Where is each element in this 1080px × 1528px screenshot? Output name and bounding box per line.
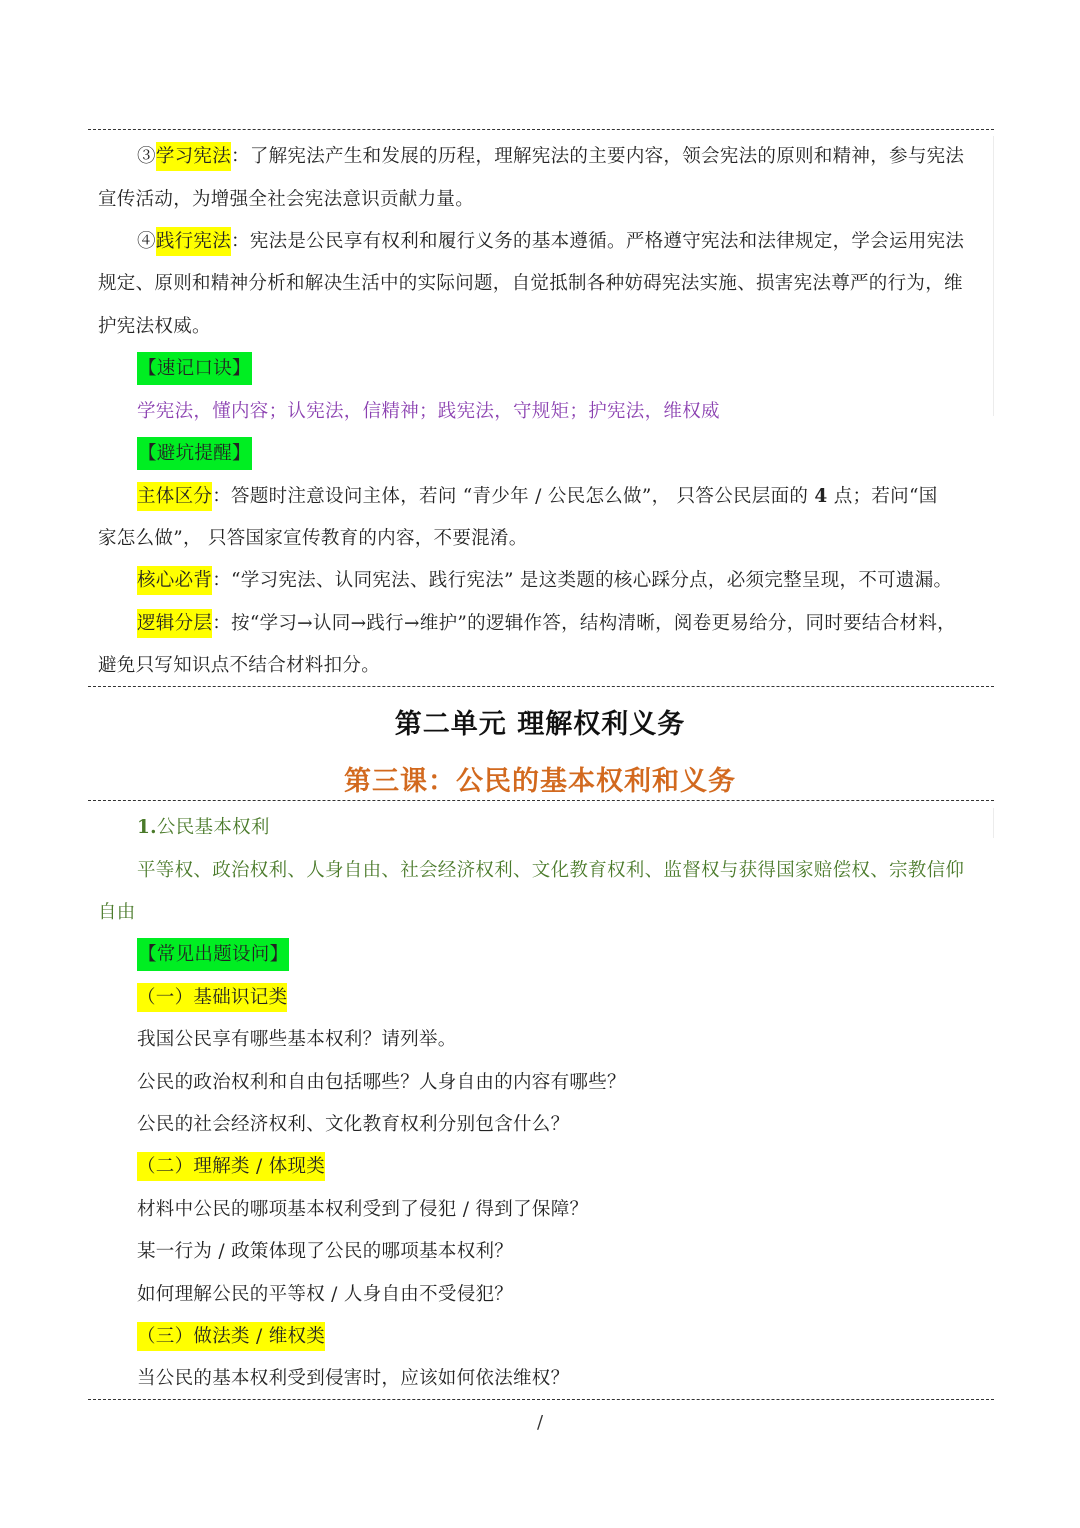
unit-title: 第二单元 理解权利义务 xyxy=(394,709,686,740)
question-item: 公民的社会经济权利、文化教育权利分别包含什么？ xyxy=(137,1114,570,1135)
divider-before-unit xyxy=(88,686,994,687)
question-item: 如何理解公民的平等权 / 人身自由不受侵犯？ xyxy=(137,1284,514,1305)
category-understanding-row xyxy=(137,1153,325,1181)
question-item: 材料中公民的哪项基本权利受到了侵犯 / 得到了保障？ xyxy=(137,1199,589,1220)
tag-learn-constitution: 学习宪法 xyxy=(156,142,231,171)
circled-number-3: ③ xyxy=(137,146,156,167)
category-basic-row xyxy=(137,984,287,1012)
paragraph-practice-constitution-line1: ④践行宪法：宪法是公民享有权利和履行义务的基本遵循。严格遵守宪法和法律规定，学会运用宪法 xyxy=(137,228,964,256)
tag-practice-constitution: 践行宪法 xyxy=(156,227,231,256)
pitfall-core-line: 核心必背：“学习宪法、认同宪法、践行宪法” 是这类题的核心踩分点，必须完整呈现，不可遗漏。 xyxy=(137,567,952,595)
page-number: / xyxy=(536,1412,544,1433)
point-title: 公民基本权利 xyxy=(156,817,270,838)
circled-number-4: ④ xyxy=(137,231,156,252)
pitfall-logic-line2: 避免只写知识点不结合材料扣分。 xyxy=(98,655,381,676)
mnemonic-heading-row xyxy=(137,355,252,383)
mnemonic-text: 学宪法，懂内容；认宪法，信精神；践宪法，守规矩；护宪法，维权威 xyxy=(137,401,720,422)
practice-constitution-text: 宪法是公民享有权利和履行义务的基本遵循。严格遵守宪法和法律规定，学会运用宪法 xyxy=(249,231,965,252)
divider-after-lesson xyxy=(88,800,994,801)
category-label: （一）基础识记类 xyxy=(137,983,287,1012)
tag-subject-distinction: 主体区分 xyxy=(137,482,212,511)
pitfalls-heading-row xyxy=(137,440,252,468)
rights-list-line2: 自由 xyxy=(98,902,136,923)
lesson-title: 第三课：公民的基本权利和义务 xyxy=(344,766,736,797)
paragraph-learn-constitution-line1: ③学习宪法：了解宪法产生和发展的历程，理解宪法的主要内容，领会宪法的原则和精神，参与宪法 xyxy=(137,143,964,171)
divider-bottom xyxy=(88,1399,994,1400)
question-item: 某一行为 / 政策体现了公民的哪项基本权利？ xyxy=(137,1241,514,1262)
paragraph-practice-constitution-line3: 护宪法权威。 xyxy=(98,316,211,337)
pitfall-subject-line2: 家怎么做”， 只答国家宣传教育的内容，不要混淆。 xyxy=(98,528,528,549)
tag-core-memorize: 核心必背 xyxy=(137,566,212,595)
paragraph-learn-constitution-line2: 宣传活动，为增强全社会宪法意识贡献力量。 xyxy=(98,189,475,210)
point-number: 1. xyxy=(137,817,157,838)
right-margin-line-bottom xyxy=(993,808,994,838)
pitfall-logic-line1: 逻辑分层：按“学习→认同→践行→维护”的逻辑作答，结构清晰，阅卷更易给分，同时要结合材料， xyxy=(137,610,956,638)
question-heading-row xyxy=(137,941,289,969)
right-margin-line-top xyxy=(993,136,994,416)
question-heading: 【常见出题设问】 xyxy=(137,938,289,971)
paragraph-practice-constitution-line2: 规定、原则和精神分析和解决生活中的实际问题，自觉抵制各种妨碍宪法实施、损害宪法尊严的行为，维 xyxy=(98,273,963,294)
question-item: 公民的政治权利和自由包括哪些？人身自由的内容有哪些？ xyxy=(137,1072,626,1093)
mnemonic-heading: 【速记口诀】 xyxy=(137,352,252,385)
category-label: （三）做法类 / 维权类 xyxy=(137,1322,325,1351)
pitfalls-heading: 【避坑提醒】 xyxy=(137,437,252,470)
divider-top xyxy=(88,129,994,130)
point-heading xyxy=(137,814,270,842)
pitfall-point-count: 4 xyxy=(814,486,828,507)
question-item: 当公民的基本权利受到侵害时，应该如何依法维权？ xyxy=(137,1368,570,1389)
pitfall-subject-line1: 主体区分：答题时注意设问主体，若问 “青少年 / 公民怎么做”， 只答公民层面的 4 点；若问“国 xyxy=(137,483,938,511)
category-label: （二）理解类 / 体现类 xyxy=(137,1152,325,1181)
category-action-row xyxy=(137,1323,325,1351)
question-item: 我国公民享有哪些基本权利？请列举。 xyxy=(137,1029,457,1050)
tag-logic-layering: 逻辑分层 xyxy=(137,609,212,638)
rights-list-line1: 平等权、政治权利、人身自由、社会经济权利、文化教育权利、监督权与获得国家赔偿权、宗教信仰 xyxy=(137,860,965,881)
learn-constitution-text: 了解宪法产生和发展的历程，理解宪法的主要内容，领会宪法的原则和精神，参与宪法 xyxy=(249,146,965,167)
